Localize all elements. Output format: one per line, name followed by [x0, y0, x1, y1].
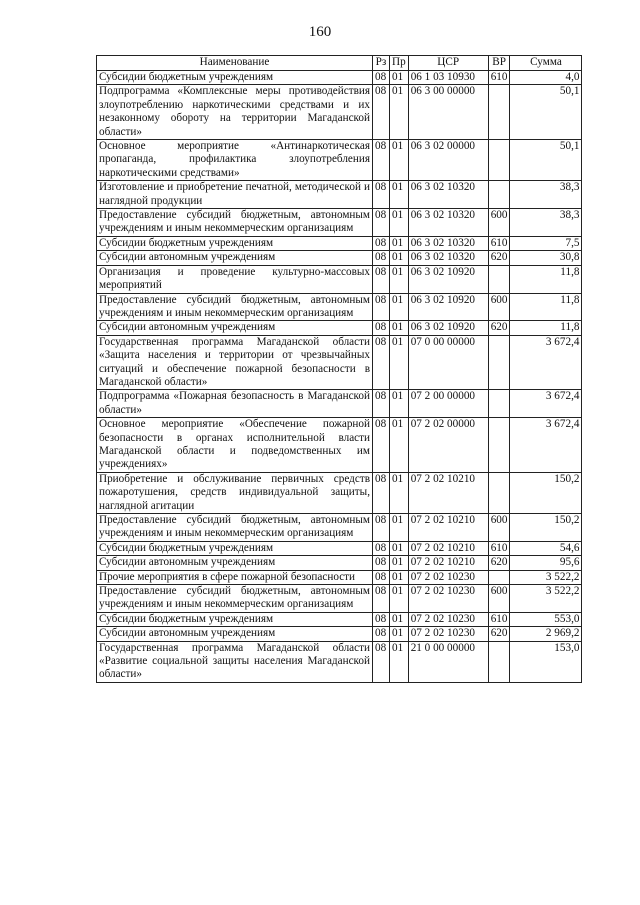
row-name: Субсидии бюджетным учреждениям [97, 541, 373, 555]
row-name: Субсидии автономным учреждениям [97, 321, 373, 335]
row-vr [488, 181, 510, 209]
row-sum: 11,8 [510, 265, 582, 293]
row-name: Субсидии бюджетным учреждениям [97, 71, 373, 85]
row-name: Организация и проведение культурно-массовых мероприятий [97, 265, 373, 293]
table-row [97, 541, 582, 555]
row-name: Предоставление субсидий бюджетным, автономным учреждениям и иным некоммерческим организациям [97, 209, 373, 237]
row-pr: 01 [390, 390, 409, 418]
row-rz: 08 [373, 612, 390, 626]
row-sum: 95,6 [510, 556, 582, 570]
row-pr: 01 [390, 541, 409, 555]
row-name: Субсидии автономным учреждениям [97, 556, 373, 570]
row-sum: 3 672,4 [510, 418, 582, 473]
row-sum: 3 672,4 [510, 335, 582, 390]
row-vr: 610 [488, 71, 510, 85]
row-csr: 07 2 02 10210 [408, 541, 488, 555]
header-row [97, 56, 582, 71]
row-pr: 01 [390, 418, 409, 473]
row-pr: 01 [390, 181, 409, 209]
row-vr: 600 [488, 514, 510, 542]
table-row [97, 418, 582, 473]
table-row [97, 251, 582, 265]
row-rz: 08 [373, 472, 390, 513]
row-name: Прочие мероприятия в сфере пожарной безопасности [97, 570, 373, 584]
row-csr: 07 2 02 10230 [408, 612, 488, 626]
row-sum: 3 522,2 [510, 570, 582, 584]
row-csr: 07 2 02 10210 [408, 514, 488, 542]
table-row [97, 556, 582, 570]
row-pr: 01 [390, 321, 409, 335]
row-sum: 50,1 [510, 85, 582, 140]
row-csr: 07 2 02 00000 [408, 418, 488, 473]
table-row [97, 265, 582, 293]
table-row [97, 181, 582, 209]
row-csr: 07 2 02 10230 [408, 570, 488, 584]
row-rz: 08 [373, 585, 390, 613]
row-vr: 610 [488, 236, 510, 250]
row-name: Государственная программа Магаданской области «Развитие социальной защиты населения Магаданской области» [97, 641, 373, 682]
row-rz: 08 [373, 627, 390, 641]
row-name: Приобретение и обслуживание первичных средств пожаротушения, средств индивидуальной защиты, наглядной агитации [97, 472, 373, 513]
row-sum: 50,1 [510, 140, 582, 181]
row-rz: 08 [373, 85, 390, 140]
row-csr: 06 3 02 10320 [408, 236, 488, 250]
row-csr: 06 3 02 00000 [408, 140, 488, 181]
row-csr: 06 3 02 10320 [408, 209, 488, 237]
row-pr: 01 [390, 641, 409, 682]
row-pr: 01 [390, 556, 409, 570]
row-rz: 08 [373, 556, 390, 570]
row-sum: 38,3 [510, 181, 582, 209]
row-csr: 07 2 02 10210 [408, 556, 488, 570]
row-pr: 01 [390, 85, 409, 140]
row-csr: 06 3 02 10920 [408, 293, 488, 321]
table-row [97, 293, 582, 321]
row-name: Подпрограмма «Пожарная безопасность в Магаданской области» [97, 390, 373, 418]
row-rz: 08 [373, 71, 390, 85]
table-row [97, 71, 582, 85]
row-rz: 08 [373, 209, 390, 237]
row-vr: 620 [488, 321, 510, 335]
row-csr: 07 2 02 10230 [408, 585, 488, 613]
header-rz: Рз [373, 56, 390, 71]
table-row [97, 140, 582, 181]
row-vr: 610 [488, 541, 510, 555]
table-row [97, 627, 582, 641]
row-pr: 01 [390, 472, 409, 513]
row-vr [488, 390, 510, 418]
row-csr: 07 2 00 00000 [408, 390, 488, 418]
row-pr: 01 [390, 627, 409, 641]
row-pr: 01 [390, 335, 409, 390]
row-sum: 38,3 [510, 209, 582, 237]
row-vr: 600 [488, 293, 510, 321]
row-pr: 01 [390, 514, 409, 542]
row-name: Субсидии автономным учреждениям [97, 627, 373, 641]
row-vr: 620 [488, 556, 510, 570]
row-csr: 06 3 02 10320 [408, 181, 488, 209]
row-sum: 7,5 [510, 236, 582, 250]
row-pr: 01 [390, 209, 409, 237]
table-row [97, 390, 582, 418]
row-sum: 153,0 [510, 641, 582, 682]
row-rz: 08 [373, 541, 390, 555]
header-csr: ЦСР [408, 56, 488, 71]
row-name: Подпрограмма «Комплексные меры противодействия злоупотреблению наркотическими средствами и их незаконному обороту на территории Магаданской области» [97, 85, 373, 140]
row-vr [488, 265, 510, 293]
row-vr: 600 [488, 585, 510, 613]
table-row [97, 236, 582, 250]
row-rz: 08 [373, 641, 390, 682]
row-vr [488, 641, 510, 682]
table-row [97, 335, 582, 390]
row-vr [488, 85, 510, 140]
row-name: Изготовление и приобретение печатной, методической и наглядной продукции [97, 181, 373, 209]
row-csr: 06 3 00 00000 [408, 85, 488, 140]
budget-table [96, 55, 582, 683]
row-csr: 06 3 02 10920 [408, 321, 488, 335]
header-sum: Сумма [510, 56, 582, 71]
row-pr: 01 [390, 251, 409, 265]
row-vr [488, 570, 510, 584]
row-vr: 600 [488, 209, 510, 237]
row-sum: 54,6 [510, 541, 582, 555]
table-row [97, 585, 582, 613]
row-pr: 01 [390, 236, 409, 250]
row-name: Основное мероприятие «Обеспечение пожарной безопасности в органах исполнительной власти Магаданской области и подведомственных им учреждениях» [97, 418, 373, 473]
row-name: Субсидии бюджетным учреждениям [97, 612, 373, 626]
row-rz: 08 [373, 265, 390, 293]
row-name: Государственная программа Магаданской области «Защита населения и территории от чрезвычайных ситуаций и обеспечение пожарной безопасности в Магаданской области» [97, 335, 373, 390]
table-row [97, 612, 582, 626]
row-csr: 21 0 00 00000 [408, 641, 488, 682]
page-number: 160 [308, 24, 332, 40]
row-name: Предоставление субсидий бюджетным, автономным учреждениям и иным некоммерческим организациям [97, 293, 373, 321]
row-sum: 11,8 [510, 321, 582, 335]
row-vr [488, 472, 510, 513]
row-name: Предоставление субсидий бюджетным, автономным учреждениям и иным некоммерческим организациям [97, 585, 373, 613]
row-name: Предоставление субсидий бюджетным, автономным учреждениям и иным некоммерческим организациям [97, 514, 373, 542]
row-vr [488, 418, 510, 473]
table-row [97, 209, 582, 237]
row-sum: 3 522,2 [510, 585, 582, 613]
header-vr: ВР [488, 56, 510, 71]
row-sum: 150,2 [510, 472, 582, 513]
row-rz: 08 [373, 140, 390, 181]
row-vr: 620 [488, 627, 510, 641]
table-row [97, 472, 582, 513]
row-csr: 06 3 02 10320 [408, 251, 488, 265]
row-pr: 01 [390, 570, 409, 584]
row-rz: 08 [373, 181, 390, 209]
row-rz: 08 [373, 390, 390, 418]
row-rz: 08 [373, 251, 390, 265]
row-sum: 150,2 [510, 514, 582, 542]
table-row [97, 321, 582, 335]
row-rz: 08 [373, 514, 390, 542]
table-row [97, 85, 582, 140]
table-row [97, 641, 582, 682]
table-row [97, 514, 582, 542]
row-csr: 07 2 02 10210 [408, 472, 488, 513]
row-rz: 08 [373, 321, 390, 335]
row-name: Субсидии автономным учреждениям [97, 251, 373, 265]
row-vr: 620 [488, 251, 510, 265]
table-row [97, 570, 582, 584]
row-vr [488, 140, 510, 181]
row-vr [488, 335, 510, 390]
row-csr: 06 3 02 10920 [408, 265, 488, 293]
row-name: Основное мероприятие «Антинаркотическая пропаганда, профилактика злоупотребления наркотическими средствами» [97, 140, 373, 181]
header-pr: Пр [390, 56, 409, 71]
row-pr: 01 [390, 265, 409, 293]
row-csr: 07 2 02 10230 [408, 627, 488, 641]
row-sum: 11,8 [510, 293, 582, 321]
row-pr: 01 [390, 585, 409, 613]
row-rz: 08 [373, 570, 390, 584]
row-pr: 01 [390, 71, 409, 85]
row-vr: 610 [488, 612, 510, 626]
row-sum: 3 672,4 [510, 390, 582, 418]
row-pr: 01 [390, 612, 409, 626]
row-rz: 08 [373, 293, 390, 321]
row-rz: 08 [373, 236, 390, 250]
row-csr: 07 0 00 00000 [408, 335, 488, 390]
row-name: Субсидии бюджетным учреждениям [97, 236, 373, 250]
row-pr: 01 [390, 140, 409, 181]
row-sum: 4,0 [510, 71, 582, 85]
header-name: Наименование [97, 56, 373, 71]
row-sum: 30,8 [510, 251, 582, 265]
row-sum: 553,0 [510, 612, 582, 626]
row-pr: 01 [390, 293, 409, 321]
row-csr: 06 1 03 10930 [408, 71, 488, 85]
row-sum: 2 969,2 [510, 627, 582, 641]
row-rz: 08 [373, 418, 390, 473]
row-rz: 08 [373, 335, 390, 390]
